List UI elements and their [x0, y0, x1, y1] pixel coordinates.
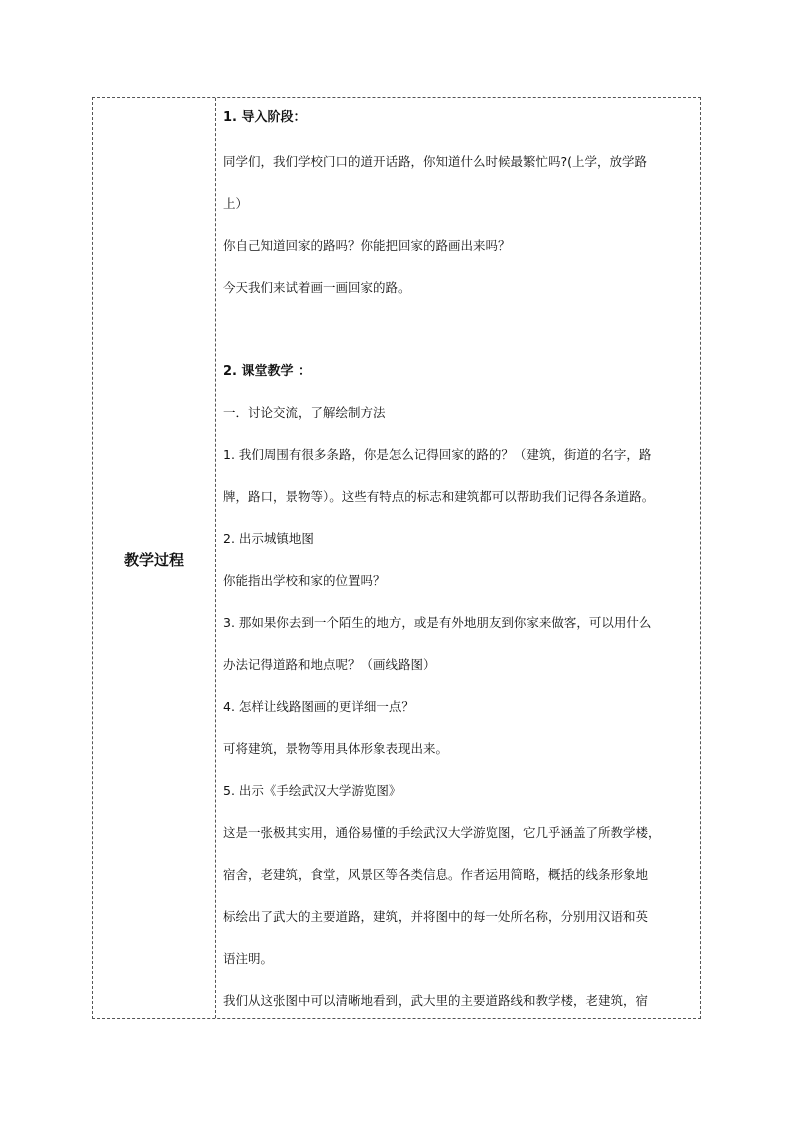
content-line: 3. 那如果你去到一个陌生的地方，或是有外地朋友到你家来做客，可以用什么	[223, 615, 652, 630]
content-line: 宿舍，老建筑，食堂，风景区等各类信息。作者运用简略，概括的线条形象地	[223, 867, 649, 882]
row-label-cell	[93, 98, 215, 1018]
content-line: 一．讨论交流，了解绘制方法	[223, 405, 386, 420]
content-cell	[216, 98, 700, 1018]
content-line: 你自己知道回家的路吗？你能把回家的路画出来吗？	[223, 238, 511, 253]
content-line: 我们从这张图中可以清晰地看到，武大里的主要道路线和教学楼，老建筑，宿	[223, 993, 649, 1008]
content-line: 1. 我们周围有很多条路，你是怎么记得回家的路的？（建筑，街道的名字，路	[223, 447, 652, 462]
content-line: 牌，路口，景物等）。这些有特点的标志和建筑都可以帮助我们记得各条道路。	[223, 489, 655, 504]
row-label-teaching-process: 教学过程	[123, 551, 184, 569]
content-line: 这是一张极其实用，通俗易懂的手绘武汉大学游览图，它几乎涵盖了所教学楼，	[223, 825, 661, 840]
content-line: 5. 出示《手绘武汉大学游览图》	[223, 783, 402, 798]
content-line: 办法记得道路和地点呢？（画线路图）	[223, 657, 436, 672]
content-line: 4. 怎样让线路图画的更详细一点？	[223, 699, 414, 714]
lesson-plan-table	[92, 97, 701, 1019]
content-line: 标绘出了武大的主要道路，建筑，并将图中的每一处所名称，分别用汉语和英	[223, 909, 649, 924]
content-line: 今天我们来试着画一画回家的路。	[223, 280, 411, 295]
content-line: 语注明。	[223, 951, 274, 966]
content-line: 你能指出学校和家的位置吗？	[223, 573, 386, 588]
content-line: 同学们，我们学校门口的道开话路，你知道什么时候最繁忙吗?(上学，放学路	[223, 154, 648, 169]
section-heading: 2. 课堂教学 ：	[223, 364, 312, 379]
section-heading: 1. 导入阶段：	[223, 110, 307, 125]
content-line: 可将建筑，景物等用具体形象表现出来。	[223, 741, 449, 756]
content-line: 上）	[223, 196, 249, 211]
content-line: 2. 出示城镇地图	[223, 531, 314, 546]
